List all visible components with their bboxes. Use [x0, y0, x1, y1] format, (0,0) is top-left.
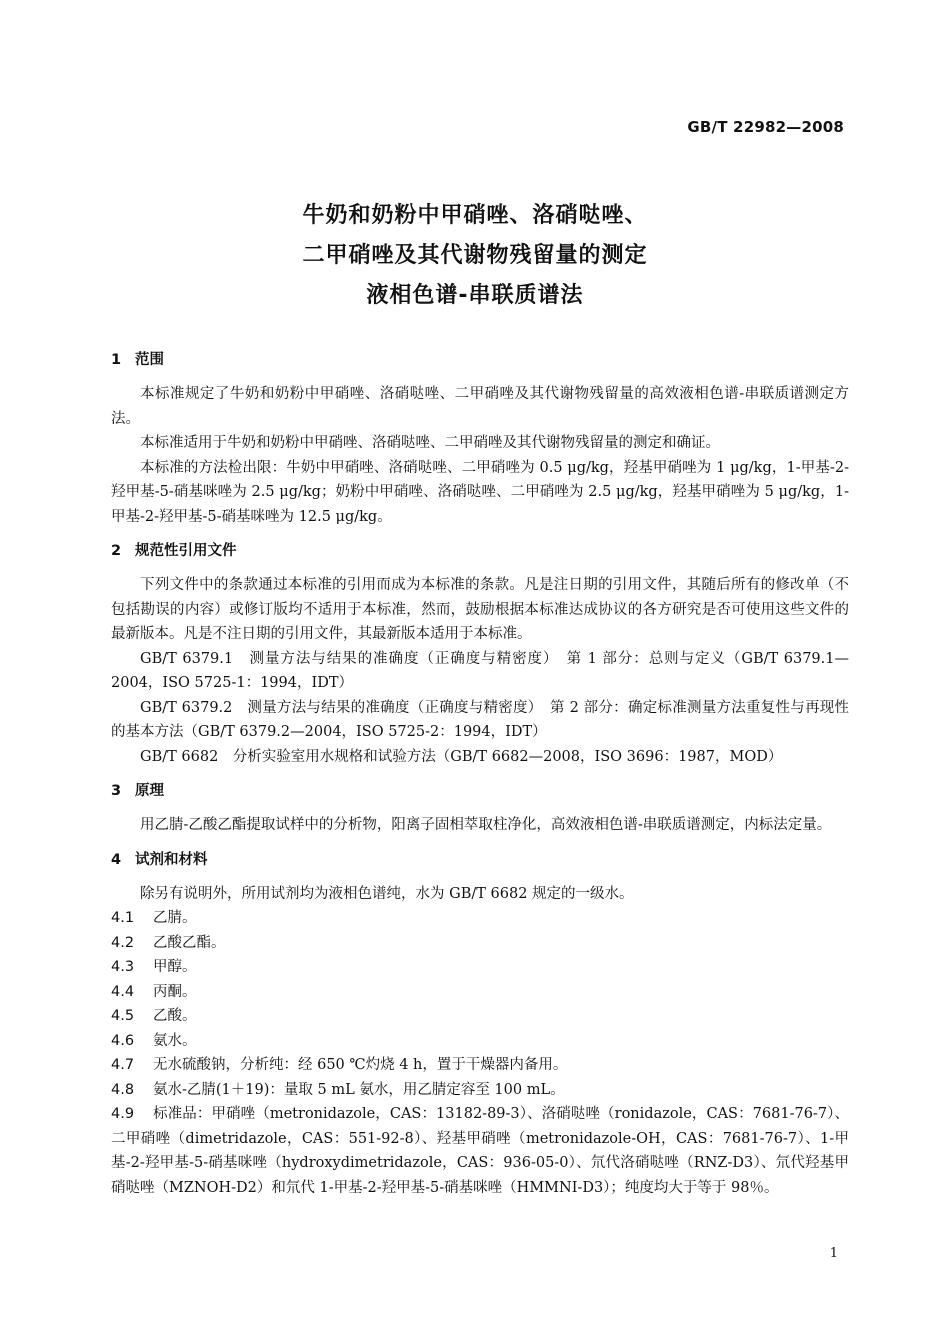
reference-entry: GB/T 6379.2 测量方法与结果的准确度（正确度与精密度） 第 2 部分：确定标准测量方法重复性与再现性的基本方法（GB/T 6379.2—2004，ISO 5725-2：1994，IDT） — [111, 699, 849, 740]
paragraph: 下列文件中的条款通过本标准的引用而成为本标准的条款。凡是注日期的引用文件，其随后所有的修改单（不包括勘误的内容）或修订版均不适用于本标准，然而，鼓励根据本标准达成协议的各方研究是否可使用这些文件的最新版本。凡是不注日期的引用文件，其最新版本适用于本标准。 — [111, 577, 849, 642]
section-number: 4 — [111, 851, 122, 868]
section-heading-scope — [111, 348, 849, 372]
section-title: 范围 — [135, 352, 164, 368]
item-text: 标准品：甲硝唑（metronidazole，CAS：13182-89-3）、洛硝哒唑（ronidazole，CAS：7681-76-7）、二甲硝唑（dimetridazole，CAS：551-92-8）、羟基甲硝唑（metronidazole-OH，CAS：7681-76-7）、1-甲基-2-羟甲基-5-硝基咪唑（hydroxydimetridazole，CAS：936-05-0）、氘代洛硝哒唑（RNZ-D3）、氘代羟基甲硝哒唑（MZNOH-D2）和氘代 1-甲基-2-羟甲基-5-硝基咪唑（HMMNI-D3）；纯度均大于等于 98％。 — [111, 1106, 849, 1196]
item-number: 4.5 — [111, 1008, 135, 1024]
item-text: 丙酮。 — [153, 983, 197, 1000]
item-number: 4.4 — [111, 983, 135, 1000]
section-number: 3 — [111, 783, 122, 799]
list-item — [111, 906, 849, 931]
section-number: 2 — [111, 543, 122, 559]
item-text: 氨水。 — [153, 1032, 197, 1049]
list-item — [111, 980, 849, 1005]
item-text: 乙酸乙酯。 — [153, 934, 226, 951]
paragraph: 本标准规定了牛奶和奶粉中甲硝唑、洛硝哒唑、二甲硝唑及其代谢物残留量的高效液相色谱-串联质谱测定方法。 — [111, 386, 849, 427]
section-heading-reagents — [111, 848, 849, 872]
document-body — [111, 348, 849, 1200]
paragraph: 本标准的方法检出限：牛奶中甲硝唑、洛硝哒唑、二甲硝唑为 0.5 μg/kg，羟基甲硝唑为 1 μg/kg，1-甲基-2-羟甲基-5-硝基咪唑为 2.5 μg/kg；奶粉中甲硝唑、洛硝哒唑、二甲硝唑为 2.5 μg/kg，羟基甲硝唑为 5 μg/kg，1-甲基-2-羟甲基-5-硝基咪唑为 12.5 μg/kg。 — [111, 459, 849, 525]
item-number: 4.9 — [111, 1106, 135, 1122]
item-number: 4.7 — [111, 1057, 135, 1073]
item-number: 4.1 — [111, 910, 135, 926]
list-item — [111, 955, 849, 980]
title-line: 牛奶和奶粉中甲硝唑、洛硝哒唑、 — [302, 203, 648, 228]
paragraph: 用乙腈-乙酸乙酯提取试样中的分析物，阳离子固相萃取柱净化，高效液相色谱-串联质谱测定，内标法定量。 — [140, 817, 832, 833]
item-number: 4.6 — [111, 1032, 135, 1049]
list-item — [111, 1004, 849, 1029]
item-number: 4.3 — [111, 959, 135, 975]
list-item — [111, 1029, 849, 1054]
section-heading-normative-references — [111, 539, 849, 563]
list-item — [111, 1053, 849, 1078]
title-line: 液相色谱-串联质谱法 — [366, 283, 584, 308]
page-number: 1 — [829, 1246, 838, 1261]
section-title: 试剂和材料 — [135, 851, 208, 868]
list-item — [111, 1078, 849, 1103]
reference-entry: GB/T 6682 分析实验室用水规格和试验方法（GB/T 6682—2008，ISO 3696：1987，MOD） — [140, 748, 783, 765]
item-number: 4.8 — [111, 1081, 135, 1098]
paragraph: 本标准适用于牛奶和奶粉中甲硝唑、洛硝哒唑、二甲硝唑及其代谢物残留量的测定和确证。 — [140, 435, 720, 451]
title-line: 二甲硝唑及其代谢物残留量的测定 — [302, 243, 648, 268]
reference-entry: GB/T 6379.1 测量方法与结果的准确度（正确度与精密度） 第 1 部分：总则与定义（GB/T 6379.1—2004，ISO 5725-1：1994，IDT） — [111, 650, 849, 691]
item-text: 无水硫酸钠，分析纯：经 650 ℃灼烧 4 h，置于干燥器内备用。 — [153, 1057, 568, 1073]
item-text: 乙腈。 — [153, 910, 197, 926]
document-title — [0, 196, 950, 316]
section-title: 规范性引用文件 — [135, 543, 237, 559]
section-heading-principle — [111, 779, 849, 803]
list-item — [111, 1102, 849, 1200]
document-code: GB/T 22982—2008 — [687, 118, 844, 136]
item-text: 乙酸。 — [153, 1008, 197, 1024]
section-number: 1 — [111, 352, 122, 368]
item-number: 4.2 — [111, 934, 135, 951]
section-title: 原理 — [135, 783, 164, 799]
paragraph: 除另有说明外，所用试剂均为液相色谱纯，水为 GB/T 6682 规定的一级水。 — [140, 885, 634, 902]
item-text: 氨水-乙腈(1＋19)：量取 5 mL 氨水，用乙腈定容至 100 mL。 — [153, 1081, 565, 1098]
item-text: 甲醇。 — [153, 959, 197, 975]
list-item — [111, 931, 849, 956]
